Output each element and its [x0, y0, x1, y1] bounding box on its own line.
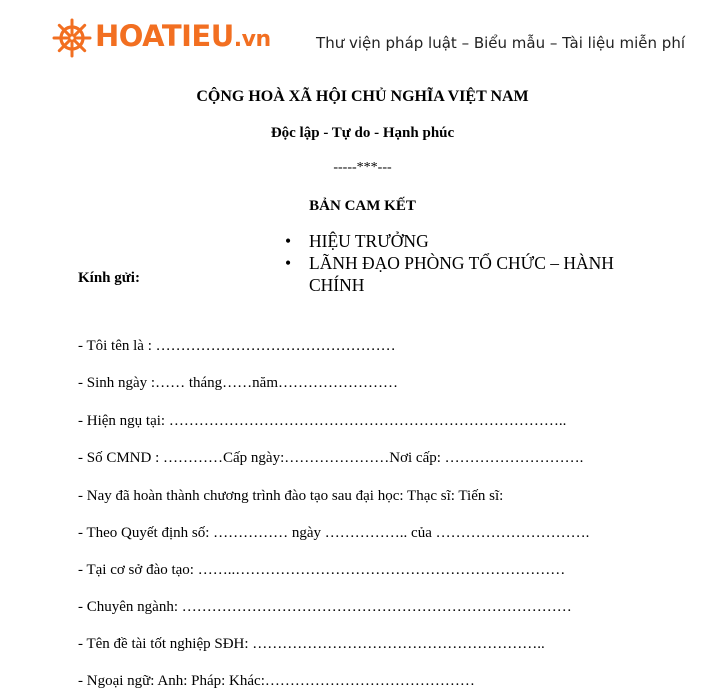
field-thesis-title: - Tên đề tài tốt nghiệp SĐH: …………………………………………………..: [78, 636, 545, 652]
field-decision: - Theo Quyết định số: …………… ngày …………….. của ………………………….: [78, 525, 590, 541]
field-institution: - Tại cơ sở đào tạo: ……..…………………………………………………………: [78, 562, 566, 578]
recipient-label: Kính gửi:: [78, 270, 140, 286]
recipient-list: [285, 230, 665, 296]
bullet-icon: •: [285, 253, 292, 273]
site-tagline: Thư viện pháp luật – Biểu mẫu – Tài liệu miễn phí: [316, 34, 685, 52]
logo-suffix-text: .vn: [233, 27, 271, 52]
field-id-card: - Số CMND : …………Cấp ngày:…………………Nơi cấp: ……………………….: [78, 450, 584, 466]
motto-heading: Độc lập - Tự do - Hạnh phúc: [270, 125, 455, 141]
ship-wheel-icon: [52, 18, 92, 58]
logo-main-text: HOATIEU: [95, 19, 234, 53]
document-title: BẢN CAM KẾT: [309, 198, 416, 214]
recipient-item: [285, 252, 665, 296]
field-major: - Chuyên ngành: ……………………………………………………………………: [78, 599, 572, 615]
recipient-item: [285, 230, 665, 252]
field-degree: - Nay đã hoàn thành chương trình đào tạo sau đại học: Thạc sĩ: Tiến sĩ:: [78, 488, 504, 504]
field-foreign-language: - Ngoại ngữ: Anh: Pháp: Khác:……………………………………: [78, 673, 475, 689]
nation-heading: CỘNG HOÀ XÃ HỘI CHỦ NGHĨA VIỆT NAM: [196, 88, 529, 105]
bullet-icon: •: [285, 231, 292, 251]
logo-wordmark: [95, 16, 271, 60]
recipient-text: LÃNH ĐẠO PHÒNG TỔ CHỨC – HÀNH CHÍNH: [309, 253, 614, 295]
site-header: [0, 0, 725, 80]
field-birth-date: - Sinh ngày :…… tháng……năm……………………: [78, 375, 398, 391]
field-full-name: - Tôi tên là : …………………………………………: [78, 338, 396, 354]
field-address: - Hiện ngụ tại: ……………………………………………………………………..: [78, 413, 567, 429]
separator-line: -----***---: [333, 160, 392, 175]
site-logo[interactable]: [52, 16, 271, 60]
recipient-text: HIỆU TRƯỞNG: [309, 231, 429, 251]
